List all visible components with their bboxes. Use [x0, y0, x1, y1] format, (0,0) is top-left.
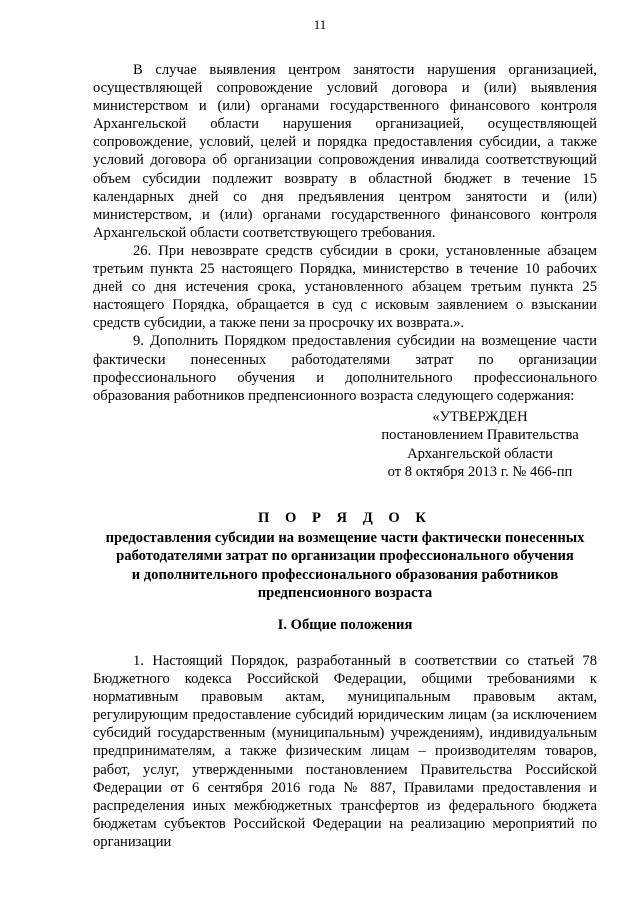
title-line: предпенсионного возраста: [257, 584, 433, 601]
title-line: предоставления субсидии на возмещение части фактически понесенных: [105, 530, 585, 547]
approval-block: [360, 408, 600, 482]
bottom-text-block: [93, 652, 597, 851]
paragraph-violation-refund: В случае выявления центром занятости нарушения организацией, осуществляющей сопровождение условий договора и (или) выявления министерством и (или) органами государственного финансового контроля Архангельской области нарушения организацией, осуществляющей сопровождение, условий, целей и порядка предоставления субсидии, а также условий договора об организации сопровождения инвалида соответствующий объем субсидии подлежит возврату в областной бюджет в течение 15 календарных дней со дня предъявления центром занятости и (или) министерством, и (или) органами государственного финансового контроля Архангельской области соответствующего требования.: [93, 62, 597, 241]
approval-line: от 8 октября 2013 г. № 466-пп: [387, 464, 573, 481]
approval-line: постановлением Правительства: [381, 427, 579, 444]
title-heading: П О Р Я Д О К: [257, 510, 433, 526]
document-title: [93, 509, 597, 602]
paragraph-1: 1. Настоящий Порядок, разработанный в соответствии со статьей 78 Бюджетного кодекса Российской Федерации, общими требованиями к нормативным правовым актам, муниципальным правовым актам, регулирующим предоставление субсидий юридическим лицам (за исключением субсидий государственным (муниципальным) учреждениям), индивидуальным предпринимателям, а также физическим лицам – производителям товаров, работ, услуг, утвержденными постановлением Правительства Российской Федерации от 6 сентября 2016 года № 887, Правилами предоставления и распределения иных межбюджетных трансфертов из федерального бюджета бюджетам субъектов Российской Федерации на реализацию мероприятий по организации: [93, 653, 597, 850]
title-line: работодателями затрат по организации профессионального обучения: [116, 548, 574, 565]
title-line: и дополнительного профессионального образования работников: [131, 566, 559, 583]
section-heading: I. Общие положения: [277, 617, 413, 633]
approval-line: Архангельской области: [407, 445, 553, 462]
top-text-block: [93, 61, 597, 405]
paragraph-26: 26. При невозврате средств субсидии в сроки, установленные абзацем третьим пункта 25 настоящего Порядка, министерство в течение 10 рабочих дней со дня истечения срока, установленного абзацем третьим пункта 25 настоящего Порядка, обращается в суд с исковым заявлением о взыскании средств субсидии, а также пени за просрочку их возврата.».: [93, 242, 597, 332]
approval-line: «УТВЕРЖДЕН: [432, 409, 528, 425]
paragraph-9: 9. Дополнить Порядком предоставления субсидии на возмещение части фактически понесенных работодателями затрат по организации профессионального обучения и дополнительного профессионального образования работников предпенсионного возраста следующего содержания:: [93, 333, 597, 404]
page-number: 11: [313, 17, 327, 32]
